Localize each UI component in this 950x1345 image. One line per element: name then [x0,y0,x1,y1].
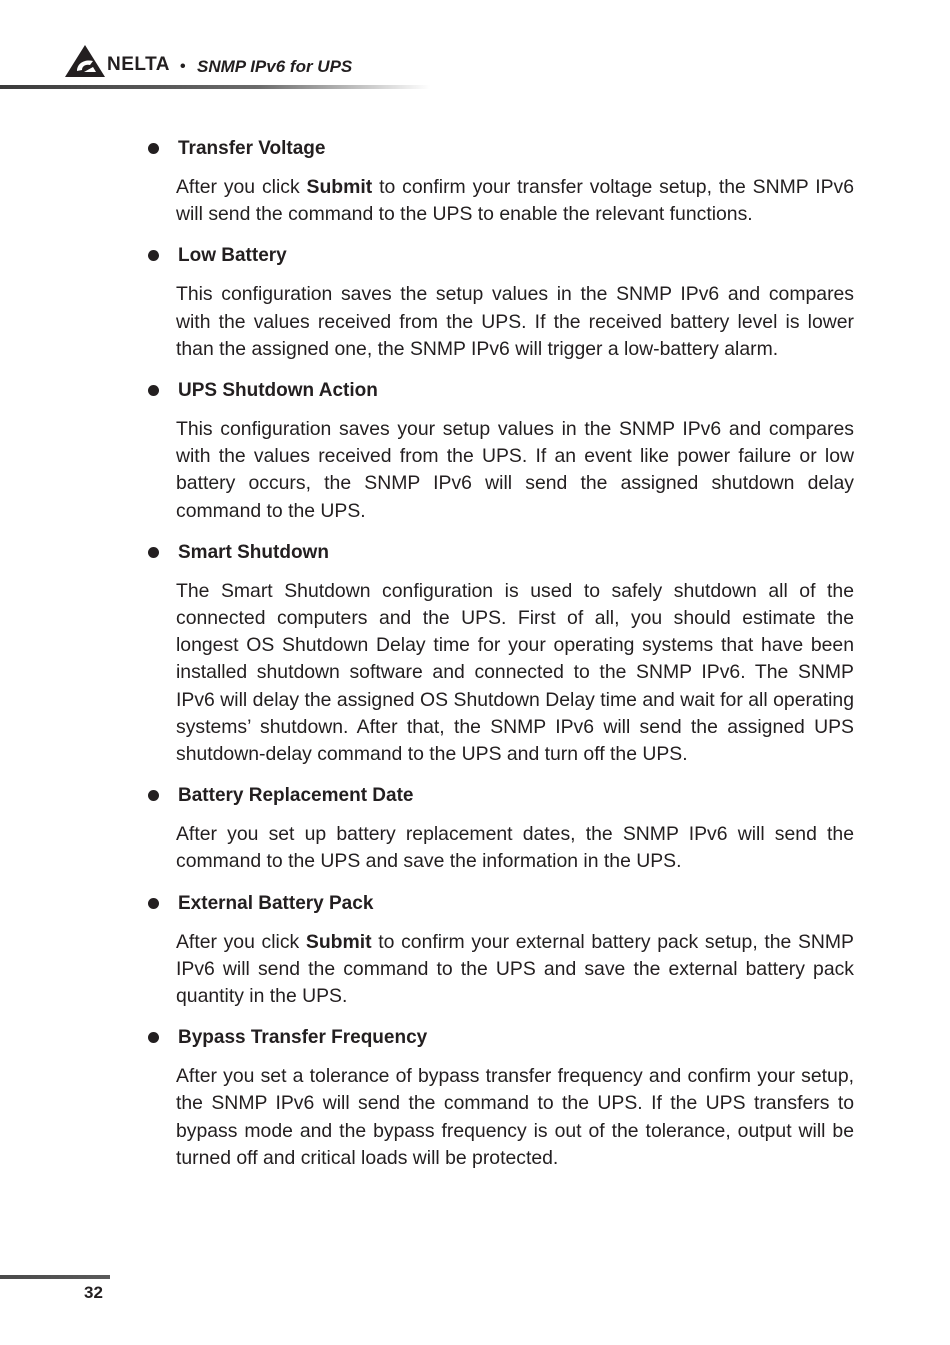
paragraph-strong: Submit [306,176,373,198]
section-paragraph [176,416,854,525]
section-heading [148,243,854,269]
bullet-icon [148,385,159,396]
section-paragraph [176,578,854,768]
bullet-icon [148,790,159,801]
section-paragraph [176,929,854,1011]
document-title: SNMP IPv6 for UPS [197,57,353,76]
brand-wordmark: NELTA [107,54,171,75]
heading-text: Low Battery [178,245,287,267]
paragraph-text: After you click [176,176,307,198]
main-content [148,136,854,1187]
paragraph-strong: Submit [305,930,372,953]
section-paragraph [176,281,854,363]
section-ups-shutdown-action [148,378,854,525]
heading-text: UPS Shutdown Action [178,380,378,402]
section-transfer-voltage [148,136,854,228]
section-paragraph [176,821,854,875]
paragraph-text: This configuration saves your setup values in the SNMP IPv6 and compares with the values received from the UPS. If an event like power failure or low battery occurs, the SNMP IPv6 will send the assigned shutdown delay command to the UPS. [176,418,854,522]
delta-triangle-icon [63,44,107,78]
bullet-icon [148,143,159,154]
section-smart-shutdown [148,540,854,768]
paragraph-text-end: to confirm your external battery pack setup, the SNMP IPv6 will send the command to the UPS and save the external battery pack quantity in the UPS. [176,930,854,1008]
heading-text: Battery Replacement Date [178,785,414,807]
page-header [0,0,950,95]
heading-text: Smart Shutdown [178,541,329,563]
section-paragraph [176,1063,854,1172]
section-low-battery [148,243,854,363]
section-heading [148,783,854,809]
paragraph-text: This configuration saves the setup values in the SNMP IPv6 and compares with the values received from the UPS. If the received battery level is lower than the assigned one, the SNMP IPv6 will trigger a low-battery alarm. [176,283,854,360]
heading-text: Bypass Transfer Frequency [178,1027,428,1049]
section-heading [148,1025,854,1051]
bullet-icon [148,898,159,909]
section-bypass-transfer-frequency [148,1025,854,1172]
section-battery-replacement-date [148,783,854,875]
section-heading [148,378,854,404]
paragraph-text: The Smart Shutdown configuration is used to safely shutdown all of the connected computers and the UPS. First of all, you should estimate the longest OS Shutdown Delay time for your operating systems that have been installed shutdown software and connected to the SNMP IPv6. The SNMP IPv6 will delay the assigned OS Shutdown Delay time and wait for all operating systems’ shutdown. After that, the SNMP IPv6 will send the assigned UPS shutdown-delay command to the UPS and turn off the UPS. [176,579,854,766]
section-external-battery-pack [148,891,854,1011]
bullet-icon [148,1032,159,1043]
section-heading [148,891,854,917]
paragraph-text-end: to confirm your transfer voltage setup, the SNMP IPv6 will send the command to the UPS to enable the relevant functions. [176,176,854,226]
section-heading [148,136,854,162]
footer-rule [0,1275,110,1279]
header-rule [0,85,430,89]
header-separator: • [180,58,186,75]
paragraph-text: After you click [176,930,306,953]
heading-text: External Battery Pack [178,892,374,914]
bullet-icon [148,547,159,558]
bullet-icon [148,250,159,261]
heading-text: Transfer Voltage [178,138,326,159]
section-paragraph [176,174,854,228]
paragraph-text: After you set up battery replacement dates, the SNMP IPv6 will send the command to the UPS and save the information in the UPS. [176,823,854,873]
paragraph-text: After you set a tolerance of bypass transfer frequency and confirm your setup, the SNMP IPv6 will send the command to the UPS. If the UPS transfers to bypass mode and the bypass frequency is out of the tolerance, output will be turned off and critical loads will be protected. [176,1065,854,1169]
section-heading [148,540,854,566]
page-number: 32 [84,1283,103,1302]
